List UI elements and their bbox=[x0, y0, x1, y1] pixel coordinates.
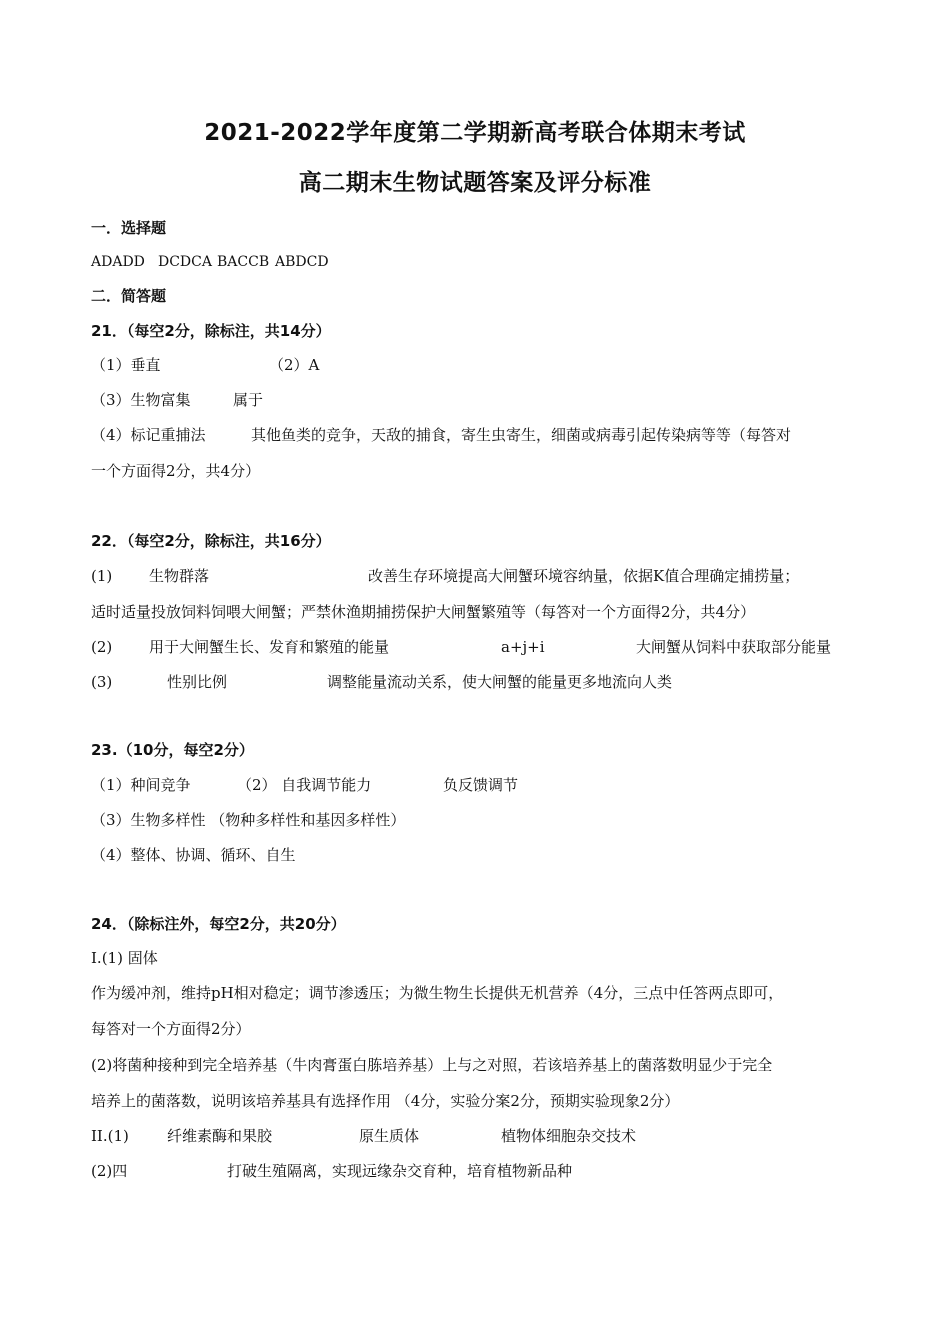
q22-answer-2b: a+j+i bbox=[501, 638, 545, 656]
q22-line-2: 适时适量投放饲料饲喂大闸蟹；严禁休渔期捕捞保护大闸蟹繁殖等（每答对一个方面得2分，共4分） bbox=[91, 603, 756, 621]
q22-answer-2a: 用于大闸蟹生长、发育和繁殖的能量 bbox=[149, 638, 390, 656]
q24-answer-ii2a: (2)四 bbox=[91, 1162, 128, 1180]
document-title: 2021-2022学年度第二学期新高考联合体期末考试 bbox=[204, 120, 746, 146]
q23-answer-2a: （2） 自我调节能力 bbox=[237, 776, 372, 794]
q24-answer-ii1b: 原生质体 bbox=[359, 1127, 420, 1145]
q24-line-5: 培养上的菌落数，说明该培养基具有选择作用 （4分，实验分案2分，预期实验现象2分） bbox=[91, 1092, 680, 1110]
q21-answer-3a: （3）生物富集 bbox=[91, 391, 191, 409]
q21-answer-2: （2）A bbox=[269, 356, 320, 374]
q23-answer-2b: 负反馈调节 bbox=[443, 776, 519, 794]
q22-answer-1b: 改善生存环境提高大闸蟹环境容纳量，依据K值合理确定捕捞量； bbox=[368, 567, 800, 585]
q21-answer-3b: 属于 bbox=[233, 391, 264, 409]
q23-header: 23.（10分，每空2分） bbox=[91, 741, 254, 759]
q21-answer-4a: （4）标记重捕法 bbox=[91, 426, 206, 444]
q22-header: 22．（每空2分，除标注，共16分） bbox=[91, 532, 331, 550]
q24-line-2: 作为缓冲剂，维持pH相对稳定；调节渗透压；为微生物生长提供无机营养（4分，三点中任答两点即可， bbox=[91, 984, 784, 1002]
q22-num-3: (3) bbox=[91, 673, 113, 691]
answer-group-2: DCDCA bbox=[158, 254, 212, 270]
answer-group-3: BACCB bbox=[217, 254, 270, 270]
answer-group-4: ABDCD bbox=[275, 254, 329, 270]
q22-num-1: (1) bbox=[91, 567, 113, 585]
q24-header: 24．（除标注外，每空2分，共20分） bbox=[91, 915, 346, 933]
q23-line-3: （4）整体、协调、循环、自生 bbox=[91, 846, 296, 864]
q21-answer-1: （1）垂直 bbox=[91, 356, 161, 374]
answer-group-1: ADADD bbox=[91, 254, 145, 270]
q23-answer-1: （1）种间竞争 bbox=[91, 776, 191, 794]
q24-line-3: 每答对一个方面得2分） bbox=[91, 1020, 251, 1038]
q21-line-4-cont: 一个方面得2分，共4分） bbox=[91, 462, 261, 480]
q22-answer-1a: 生物群落 bbox=[149, 567, 210, 585]
q21-answer-4b: 其他鱼类的竞争，天敌的捕食，寄生虫寄生，细菌或病毒引起传染病等等（每答对 bbox=[251, 426, 792, 444]
q22-num-2: (2) bbox=[91, 638, 113, 656]
q24-line-1: I.(1) 固体 bbox=[91, 949, 158, 967]
document-subtitle: 高二期末生物试题答案及评分标准 bbox=[298, 170, 652, 196]
q22-answer-3b: 调整能量流动关系，使大闸蟹的能量更多地流向人类 bbox=[327, 673, 673, 691]
section-heading-choice: 一．选择题 bbox=[91, 219, 167, 237]
q24-line-4: (2)将菌种接种到完全培养基（牛肉膏蛋白胨培养基）上与之对照，若该培养基上的菌落数明显少于完全 bbox=[91, 1056, 773, 1074]
q22-answer-3a: 性别比例 bbox=[167, 673, 228, 691]
q21-header: 21．（每空2分，除标注，共14分） bbox=[91, 322, 331, 340]
q22-answer-2c: 大闸蟹从饲料中获取部分能量 bbox=[636, 638, 832, 656]
q24-answer-ii1a: 纤维素酶和果胶 bbox=[167, 1127, 273, 1145]
q24-answer-ii2b: 打破生殖隔离，实现远缘杂交育种，培育植物新品种 bbox=[227, 1162, 573, 1180]
q23-line-2: （3）生物多样性 （物种多样性和基因多样性） bbox=[91, 811, 406, 829]
section-heading-short-answer: 二．简答题 bbox=[91, 287, 167, 305]
q24-num-ii1: II.(1) bbox=[91, 1127, 129, 1145]
q24-answer-ii1c: 植物体细胞杂交技术 bbox=[501, 1127, 637, 1145]
